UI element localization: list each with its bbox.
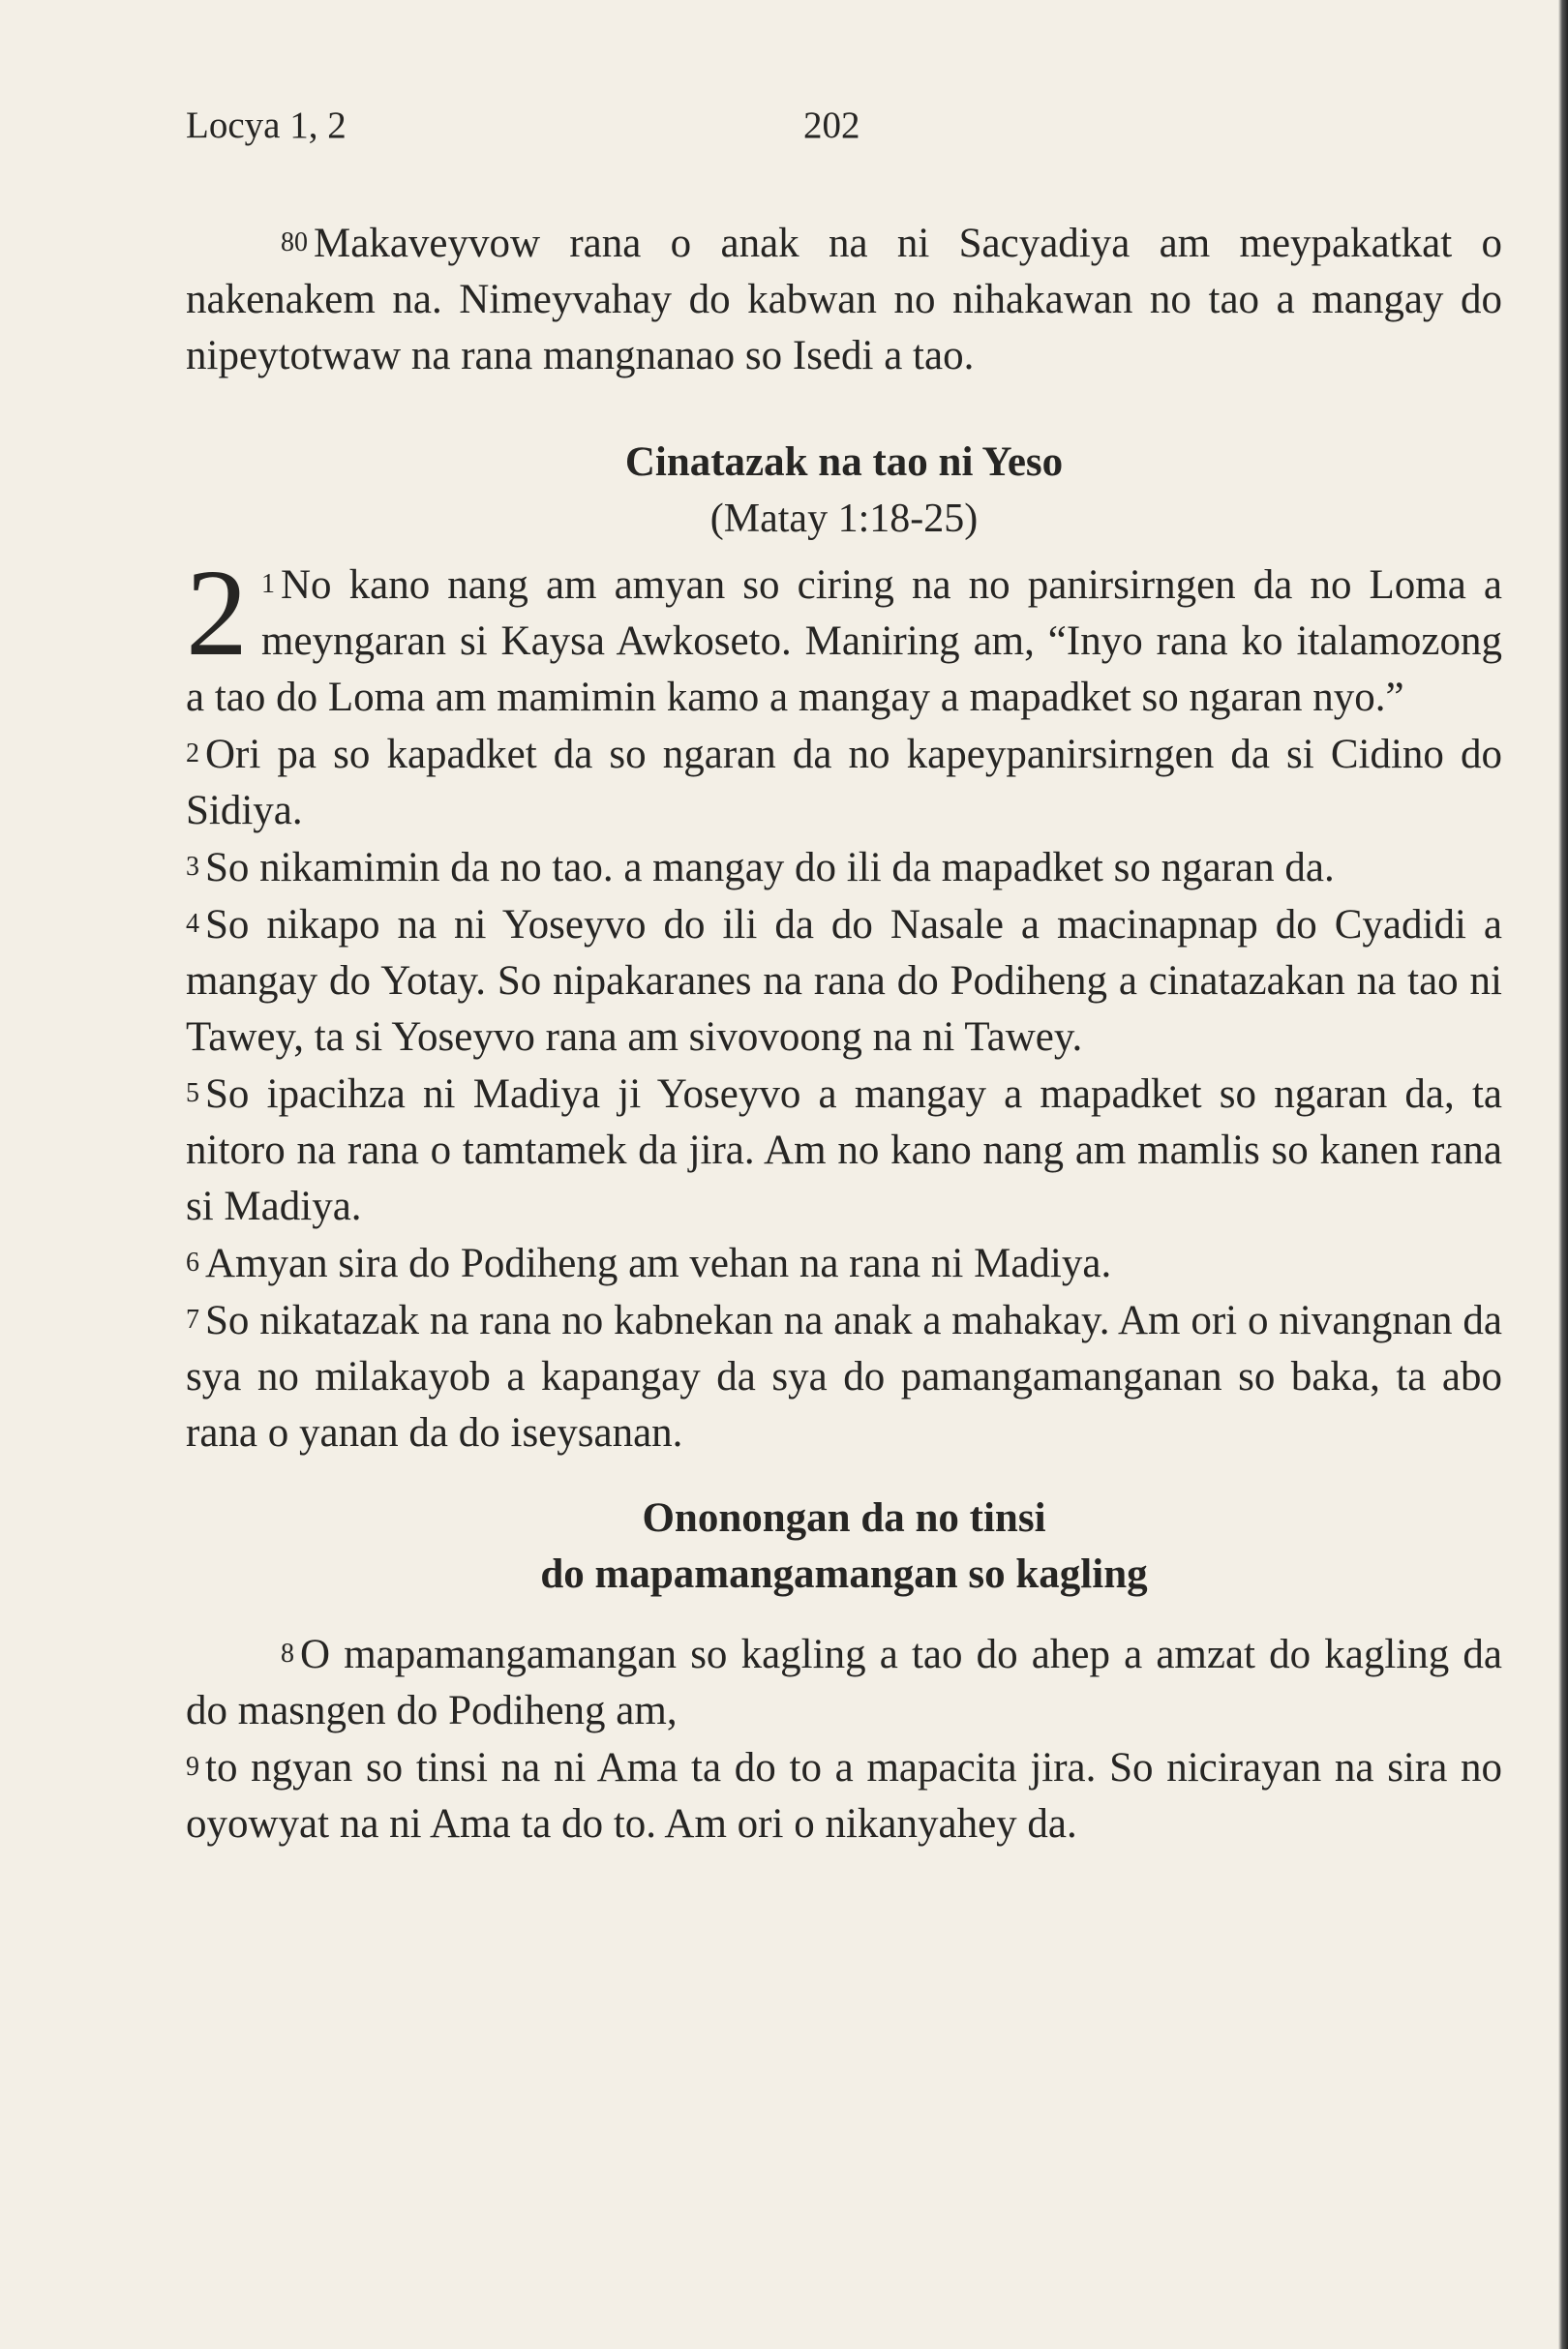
parallel-reference: (Matay 1:18-25) [709, 497, 979, 541]
verse-number: 1 [261, 569, 275, 599]
verse-6 [186, 1235, 1502, 1292]
verse-7 [186, 1292, 1502, 1461]
section-heading: Cinatazak na tao ni Yeso [624, 439, 1064, 485]
verse-8 [186, 1626, 1502, 1739]
page-number: 202 [803, 105, 860, 146]
page-header [186, 97, 1405, 155]
running-head-book: Locya 1, 2 [186, 105, 347, 146]
page-edge-shadow [1558, 0, 1568, 2349]
page-content [186, 215, 1502, 1852]
verse-text: No kano nang am amyan so ciring na no panirsirngen da no Loma a meyngaran si Kaysa Awkoseto. Maniring am, “Inyo rana ko italamozong a tao do Loma am mamimin kamo a mangay a mapadket so ngaran nyo.” [186, 562, 1502, 720]
verse-number: 7 [186, 1305, 199, 1335]
verse-2 [186, 726, 1502, 839]
section-heading-line-2: do mapamangamangan so kagling [540, 1551, 1148, 1597]
verse-number: 8 [281, 1639, 294, 1669]
verse-number: 4 [186, 909, 199, 939]
verse-1 [186, 544, 1502, 726]
verse-text: Ori pa so kapadket da so ngaran da no kapeypanirsirngen da si Cidino do Sidiya. [186, 732, 1502, 833]
chapter-block [186, 544, 1502, 726]
verse-text: So nikamimin da no tao. a mangay do ili da mapadket so ngaran da. [205, 845, 1335, 890]
verse-3 [186, 839, 1502, 896]
verse-text: So nikapo na ni Yoseyvo do ili da do Nasale a macinapnap do Cyadidi a mangay do Yotay. So nipakaranes na rana do Podiheng a cinatazakan na tao ni Tawey, ta si Yoseyvo rana am sivovoong na ni Tawey. [186, 902, 1502, 1060]
verse-80 [186, 215, 1502, 384]
verse-number: 9 [186, 1752, 199, 1782]
verse-text: Makaveyvow rana o anak na ni Sacyadiya am meypakatkat o nakenakem na. Nimeyvahay do kabwan no nihakawan no tao a mangay do nipeytotwaw na rana mangnanao so Isedi a tao. [186, 221, 1502, 378]
verse-text: O mapamangamangan so kagling a tao do ahep a amzat do kagling da do masngen do Podiheng am, [186, 1632, 1502, 1733]
verse-number: 2 [186, 738, 199, 768]
verse-text: So nikatazak na rana no kabnekan na anak a mahakay. Am ori o nivangnan da sya no milakayob a kapangay da sya do pamangamanganan so baka, ta abo rana o yanan da do iseysanan. [186, 1298, 1502, 1456]
verse-number: 5 [186, 1078, 199, 1108]
verse-9 [186, 1739, 1502, 1852]
section-heading-line-1: Ononongan da no tinsi [642, 1495, 1046, 1541]
verse-text: Amyan sira do Podiheng am vehan na rana ni Madiya. [205, 1241, 1112, 1286]
verse-4 [186, 896, 1502, 1066]
chapter-number: 2 [186, 544, 248, 681]
verse-text: So ipacihza ni Madiya ji Yoseyvo a mangay a mapadket so ngaran da, ta nitoro na rana o tamtamek da jira. Am no kano nang am mamlis so kanen rana si Madiya. [186, 1071, 1502, 1229]
verse-text: to ngyan so tinsi na ni Ama ta do to a mapacita jira. So nicirayan na sira no oyowyat na ni Ama ta do to. Am ori o nikanyahey da. [186, 1745, 1502, 1847]
verse-number: 6 [186, 1248, 199, 1278]
verse-number: 80 [281, 227, 308, 257]
verse-5 [186, 1066, 1502, 1235]
verse-number: 3 [186, 852, 199, 882]
